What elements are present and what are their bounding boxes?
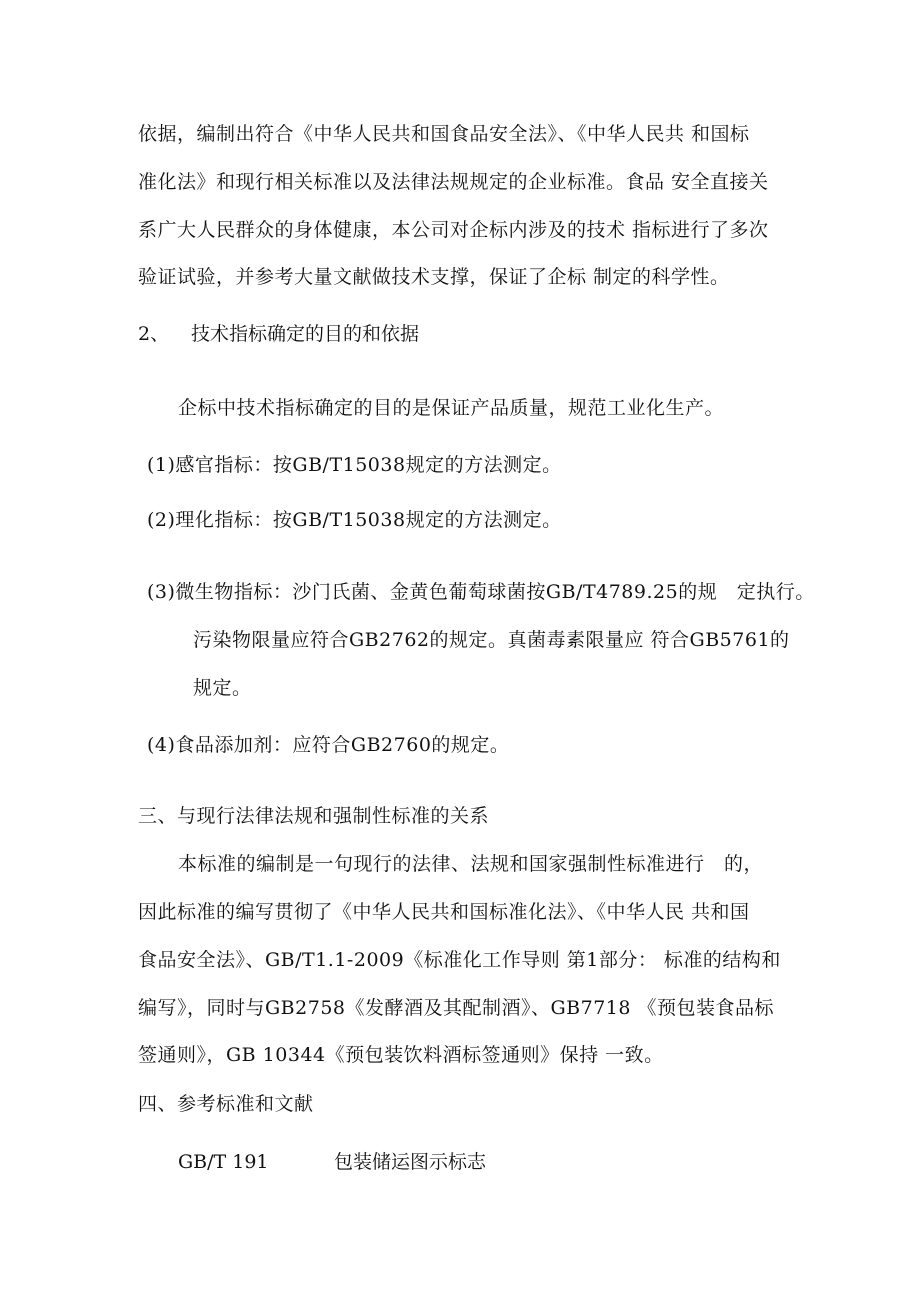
indicator-item-3: (3)微生物指标：沙门氏菌、金黄色葡萄球菌按GB/T4789.25的规 定执行。: [147, 581, 815, 603]
section-2-title: 技术指标确定的目的和依据: [191, 323, 420, 345]
indicator-item-2: (2)理化指标：按GB/T15038规定的方法测定。: [147, 509, 562, 531]
section-2-purpose: 企标中技术指标确定的目的是保证产品质量，规范工业化生产。: [178, 397, 725, 419]
intro-line-4: 验证试验，并参考大量文献做技术支撑，保证了企标 制定的科学性。: [138, 266, 730, 288]
indicator-item-3-cont-2: 规定。: [193, 677, 252, 699]
section-3-title: 三、与现行法律法规和强制性标准的关系: [138, 805, 490, 827]
intro-line-2: 准化法》和现行相关标准以及法律法规规定的企业标准。食品 安全直接关: [138, 171, 769, 193]
intro-line-3: 系广大人民群众的身体健康，本公司对企标内涉及的技术 指标进行了多次: [138, 219, 769, 241]
section-3-line-5: 签通则》，GB 10344《预包装饮料酒标签通则》保持 一致。: [138, 1044, 664, 1066]
reference-name: 包装储运图示标志: [334, 1151, 487, 1173]
indicator-item-4: (4)食品添加剂：应符合GB2760的规定。: [147, 734, 510, 756]
section-3-line-3: 食品安全法》、GB/T1.1-2009《标准化工作导则 第1部分： 标准的结构和: [138, 949, 781, 971]
section-4-title: 四、参考标准和文献: [138, 1093, 314, 1115]
intro-line-1: 依据，编制出符合《中华人民共和国食品安全法》、《中华人民共 和国标: [138, 123, 750, 145]
reference-code: GB/T 191: [178, 1151, 269, 1173]
section-2-number: 2、: [138, 323, 170, 345]
section-3-line-1: 本标准的编制是一句现行的法律、法规和国家强制性标准进行 的，: [178, 853, 764, 875]
indicator-item-1: (1)感官指标：按GB/T15038规定的方法测定。: [147, 454, 562, 476]
section-3-line-2: 因此标准的编写贯彻了《中华人民共和国标准化法》、《中华人民 共和国: [138, 901, 750, 923]
section-3-line-4: 编写》，同时与GB2758《发酵酒及其配制酒》、GB7718 《预包装食品标: [138, 997, 775, 1019]
indicator-item-3-cont-1: 污染物限量应符合GB2762的规定。真菌毒素限量应 符合GB5761的: [193, 629, 790, 651]
